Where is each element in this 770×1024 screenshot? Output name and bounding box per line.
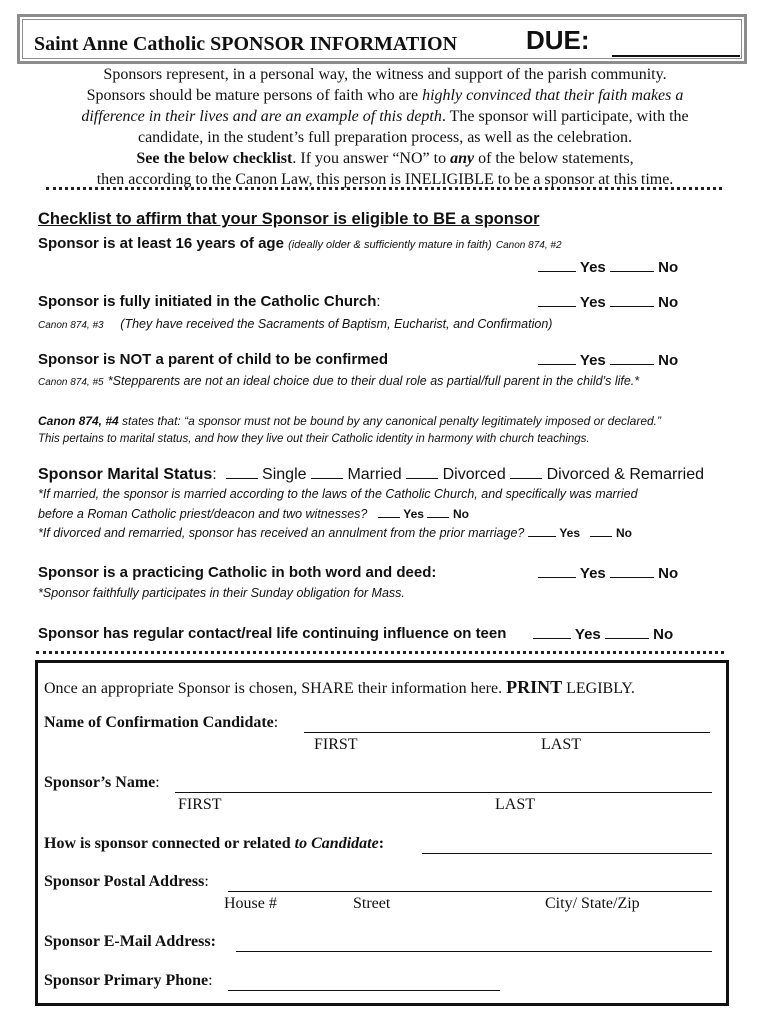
not-parent-note: Canon 874, #5 *Stepparents are not an ideal choice due to their dual role as partial/full parent in the child’s life.* xyxy=(38,374,640,388)
sponsor-name-label: Sponsor’s Name: xyxy=(44,774,160,791)
postal-address-label: Sponsor Postal Address: xyxy=(44,873,209,890)
candidate-name-label: Name of Confirmation Candidate: xyxy=(44,714,279,731)
intro-line: then according to the Canon Law, this person is INELIGIBLE to be a sponsor at this time. xyxy=(96,171,674,188)
intro-line: See the below checklist. If you answer “NO” to any of the below statements, xyxy=(136,150,634,167)
initiated-note: Canon 874, #3 (They have received the Sacraments of Baptism, Eucharist, and Confirmation) xyxy=(38,317,553,331)
checklist-heading: Checklist to affirm that your Sponsor is eligible to BE a sponsor xyxy=(38,210,540,228)
marital-status-row: Sponsor Marital Status: Single Married Divorced Divorced & Remarried xyxy=(38,466,705,483)
house-caption: House # xyxy=(224,895,277,912)
married-church-yes-blank[interactable] xyxy=(378,506,400,518)
marital-note-2: before a Roman Catholic priest/deacon and two witnesses? Yes No xyxy=(38,507,469,521)
practicing-yes-blank[interactable] xyxy=(538,564,576,578)
age-no-blank[interactable] xyxy=(610,258,654,272)
not-parent-no-blank[interactable] xyxy=(610,351,654,365)
married-blank[interactable] xyxy=(311,465,343,479)
intro-line: Sponsors should be mature persons of faith who are highly convinced that their faith makes a xyxy=(86,87,684,104)
practicing-note: *Sponsor faithfully participates in their Sunday obligation for Mass. xyxy=(38,586,405,600)
contact-yes-no: Yes No xyxy=(533,625,673,643)
intro-line: difference in their lives and are an example of this depth. The sponsor will participate, with the xyxy=(81,108,689,125)
sponsor-first-caption: FIRST xyxy=(178,796,222,813)
relationship-field[interactable] xyxy=(422,853,712,854)
sponsor-name-field[interactable] xyxy=(175,792,712,793)
intro-line: candidate, in the student’s full preparation process, as well as the celebration. xyxy=(137,129,633,146)
relationship-label: How is sponsor connected or related to Candidate: xyxy=(44,835,385,852)
email-label: Sponsor E-Mail Address: xyxy=(44,933,216,950)
not-parent-yes-blank[interactable] xyxy=(538,351,576,365)
intro-paragraph xyxy=(30,64,740,190)
street-caption: Street xyxy=(353,895,391,912)
due-label: DUE: xyxy=(526,25,590,55)
initiated-yes-no: Yes No xyxy=(538,293,678,311)
candidate-first-caption: FIRST xyxy=(314,736,358,753)
divorced-blank[interactable] xyxy=(406,465,438,479)
married-church-no-blank[interactable] xyxy=(427,506,449,518)
due-date-field[interactable] xyxy=(612,55,740,57)
initiated-yes-blank[interactable] xyxy=(538,293,576,307)
phone-field[interactable] xyxy=(228,990,500,991)
not-parent-requirement: Sponsor is NOT a parent of child to be confirmed xyxy=(38,351,389,368)
single-blank[interactable] xyxy=(226,465,258,479)
email-field[interactable] xyxy=(236,951,712,952)
not-parent-yes-no: Yes No xyxy=(538,351,678,369)
practicing-no-blank[interactable] xyxy=(610,564,654,578)
contact-yes-blank[interactable] xyxy=(533,625,571,639)
canon-874-4-explanation: This pertains to marital status, and how they live out their Catholic identity in harmony with church teachings. xyxy=(38,433,590,445)
candidate-last-caption: LAST xyxy=(541,736,581,753)
practicing-yes-no: Yes No xyxy=(538,564,678,582)
canon-874-4-statement: Canon 874, #4 states that: “a sponsor must not be bound by any canonical penalty legitimately imposed or declared.” xyxy=(38,414,662,428)
age-yes-blank[interactable] xyxy=(538,258,576,272)
remarried-blank[interactable] xyxy=(510,465,542,479)
title-banner xyxy=(17,14,747,64)
initiated-no-blank[interactable] xyxy=(610,293,654,307)
marital-note-1: *If married, the sponsor is married according to the laws of the Catholic Church, and specifically was married xyxy=(38,487,638,501)
practicing-requirement: Sponsor is a practicing Catholic in both word and deed: xyxy=(38,564,437,581)
age-yes-no: Yes No xyxy=(538,258,678,276)
page-title: Saint Anne Catholic SPONSOR INFORMATION xyxy=(34,33,458,55)
annulment-yes-blank[interactable] xyxy=(528,525,556,537)
postal-address-field[interactable] xyxy=(228,891,712,892)
dotted-divider xyxy=(46,187,722,190)
sponsor-last-caption: LAST xyxy=(495,796,535,813)
initiated-requirement: Sponsor is fully initiated in the Catholic Church: xyxy=(38,293,381,310)
intro-line: Sponsors represent, in a personal way, the witness and support of the parish community. xyxy=(103,66,667,83)
city-state-zip-caption: City/ State/Zip xyxy=(545,895,640,912)
form-instructions: Once an appropriate Sponsor is chosen, SHARE their information here. PRINT LEGIBLY. xyxy=(44,677,635,697)
contact-no-blank[interactable] xyxy=(605,625,649,639)
age-requirement: Sponsor is at least 16 years of age (ideally older & sufficiently mature in faith) Canon 874, #2 xyxy=(38,235,562,252)
dotted-divider xyxy=(36,651,724,654)
sponsor-info-form xyxy=(35,660,729,1006)
annulment-no-blank[interactable] xyxy=(590,525,612,537)
candidate-name-field[interactable] xyxy=(304,732,710,733)
phone-label: Sponsor Primary Phone: xyxy=(44,972,213,989)
contact-requirement: Sponsor has regular contact/real life continuing influence on teen xyxy=(38,625,507,642)
marital-note-3: *If divorced and remarried, sponsor has received an annulment from the prior marriage? Yes No xyxy=(38,526,632,540)
